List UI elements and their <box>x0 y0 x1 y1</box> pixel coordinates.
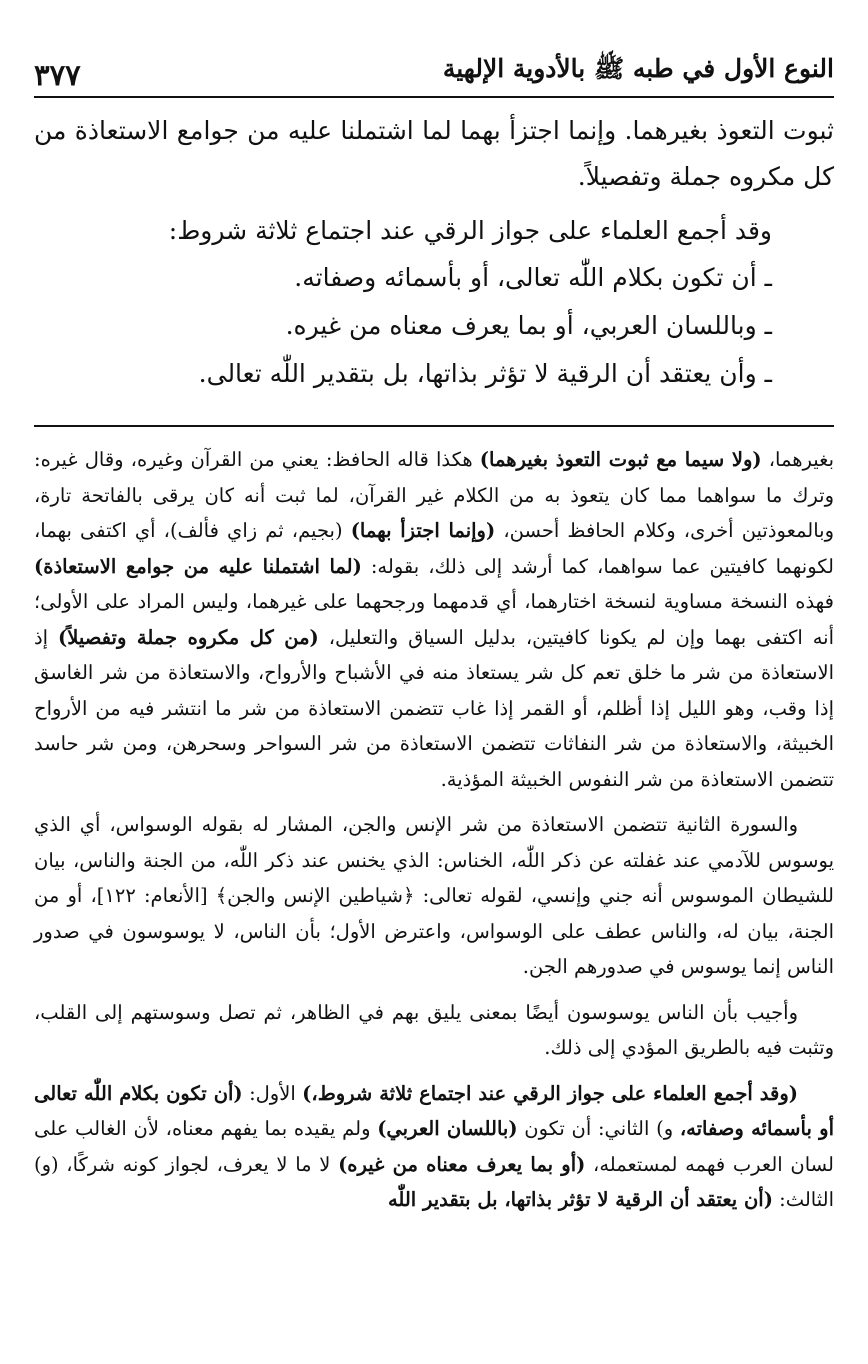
condition-text: وباللسان العربي، أو بما يعرف معناه من غيره. <box>285 311 757 340</box>
condition-text: وأن يعتقد أن الرقية لا تؤثر بذاتها، بل بتقدير اللّٰه تعالى. <box>198 359 757 388</box>
list-dash: ـ <box>764 263 772 292</box>
condition-item <box>34 350 772 398</box>
commentary-segment: ولم يقيده بما يفهم معناه، لأن الغالب على لسان العرب فهمه لمستعمله، <box>34 1117 834 1176</box>
commentary-segment: (بجيم، ثم زاي فألف)، أي اكتفى بهما، لكونهما كافيتين عما سواهما، كما أرشد إلى ذلك، بقوله: <box>34 519 834 578</box>
commentary-quote: (أن يعتقد أن الرقية لا تؤثر بذاتها، بل بتقدير اللّٰه <box>387 1188 773 1211</box>
commentary-quote: (أن تكون بكلام اللّٰه تعالى أو بأسمائه وصفاته، <box>34 1081 834 1140</box>
commentary-quote: (باللسان العربي) <box>377 1117 518 1140</box>
condition-item <box>34 254 772 302</box>
commentary-quote: (وإنما اجتزأ بهما) <box>350 519 496 542</box>
commentary-segment: فهذه النسخة مساوية لنسخة اختارهما، أي قدمهما ورجحهما على غيرهما، وليس المراد على الأولى؛ أنه اكتفى بهما وإن لم يكونا كافيتين، بدليل السياق والتعليل، <box>34 590 834 649</box>
commentary-quote: (لما اشتملنا عليه من جوامع الاستعاذة) <box>34 554 362 578</box>
commentary-segment: و) الثاني: أن تكون <box>517 1117 680 1140</box>
main-paragraph: ثبوت التعوذ بغيرهما. وإنما اجتزأ بهما لما اشتملنا عليه من جوامع الاستعاذة من كل مكروه جملة وتفصيلاً. <box>34 116 834 191</box>
conditions-list <box>34 254 834 398</box>
commentary-paragraph <box>34 995 834 1066</box>
commentary-paragraph <box>34 1076 834 1218</box>
running-header <box>34 44 834 98</box>
main-text <box>34 108 834 398</box>
list-dash: ـ <box>764 311 772 340</box>
condition-text: أن تكون بكلام اللّٰه تعالى، أو بأسمائه وصفاته. <box>294 263 757 292</box>
commentary-segment: لا ما لا يعرف، لجواز كونه شركًا، (و) الثالث: <box>34 1152 834 1211</box>
conditions-intro: وقد أجمع العلماء على جواز الرقي عند اجتماع ثلاثة شروط: <box>168 216 772 245</box>
footnote-divider <box>34 425 834 427</box>
commentary <box>34 442 834 1224</box>
commentary-segment: إذ الاستعاذة من شر ما خلق تعم كل شر يستعاذ منه في الأشباح والأرواح، والاستعاذة من شر الغاسق إذا وقب، وهو الليل إذا أظلم، أو القمر إذا غاب تتضمن الاستعاذة من شر ما انتشر فيه من الأرواح الخبيثة، والاستعاذة من شر النفاثات تتضمن الاستعاذة من شر السواحر وسحرهن، ومن شر حاسد تتضمن الاستعاذة من شر النفوس الخبيثة المؤذية. <box>34 625 834 791</box>
commentary-quote: (وقد أجمع العلماء على جواز الرقي عند اجتماع ثلاثة شروط،) <box>302 1081 798 1105</box>
commentary-paragraph <box>34 442 834 797</box>
list-dash: ـ <box>764 359 772 388</box>
page-number: ٣٧٧ <box>34 58 81 92</box>
commentary-segment: هكذا قاله الحافظ: يعني من القرآن وغيره، وقال غيره: وترك ما سواهما مما كان يتعوذ به من الكلام غير القرآن، لما ثبت أنه كان يرقى بالفاتحة تارة، وبالمعوذتين أخرى، وكلام الحافظ أحسن، <box>34 448 835 542</box>
commentary-segment: وأجيب بأن الناس يوسوسون أيضًا بمعنى يليق بهم في الظاهر، ثم تصل وسوستهم إلى القلب، وتثبت فيه بالطريق المؤدي إلى ذلك. <box>34 1000 834 1059</box>
commentary-quote: (من كل مكروه جملة وتفصيلاً) <box>58 625 319 649</box>
commentary-paragraph <box>34 807 834 985</box>
commentary-segment: بغيرهما، <box>761 448 835 471</box>
commentary-quote: (ولا سيما مع ثبوت التعوذ بغيرهما) <box>479 448 762 471</box>
commentary-segment: الأول: <box>242 1081 303 1105</box>
condition-item <box>34 302 772 350</box>
commentary-quote: (أو بما يعرف معناه من غيره) <box>338 1152 586 1176</box>
chapter-title: النوع الأول في طبه ﷺ بالأدوية الإلهية <box>442 54 834 83</box>
commentary-segment: والسورة الثانية تتضمن الاستعاذة من شر الإنس والجن، المشار له بقوله الوسواس، أي الذي يوسوس للآدمي عند غفلته عن ذكر اللّٰه، الخناس: الذي يخنس عند ذكر اللّٰه، من الجنة والناس، بيان للشيطان الموسوس أنه جني وإنسي، لقوله تعالى: ﴿شياطين الإنس والجن﴾ [الأنعام: ١٢٢]، أو من الجنة، بيان له، والناس عطف على الوسواس، واعترض الأول؛ بأن الناس، لا يوسوسون في صدور الناس إنما يوسوس في صدورهم الجن. <box>34 813 835 978</box>
